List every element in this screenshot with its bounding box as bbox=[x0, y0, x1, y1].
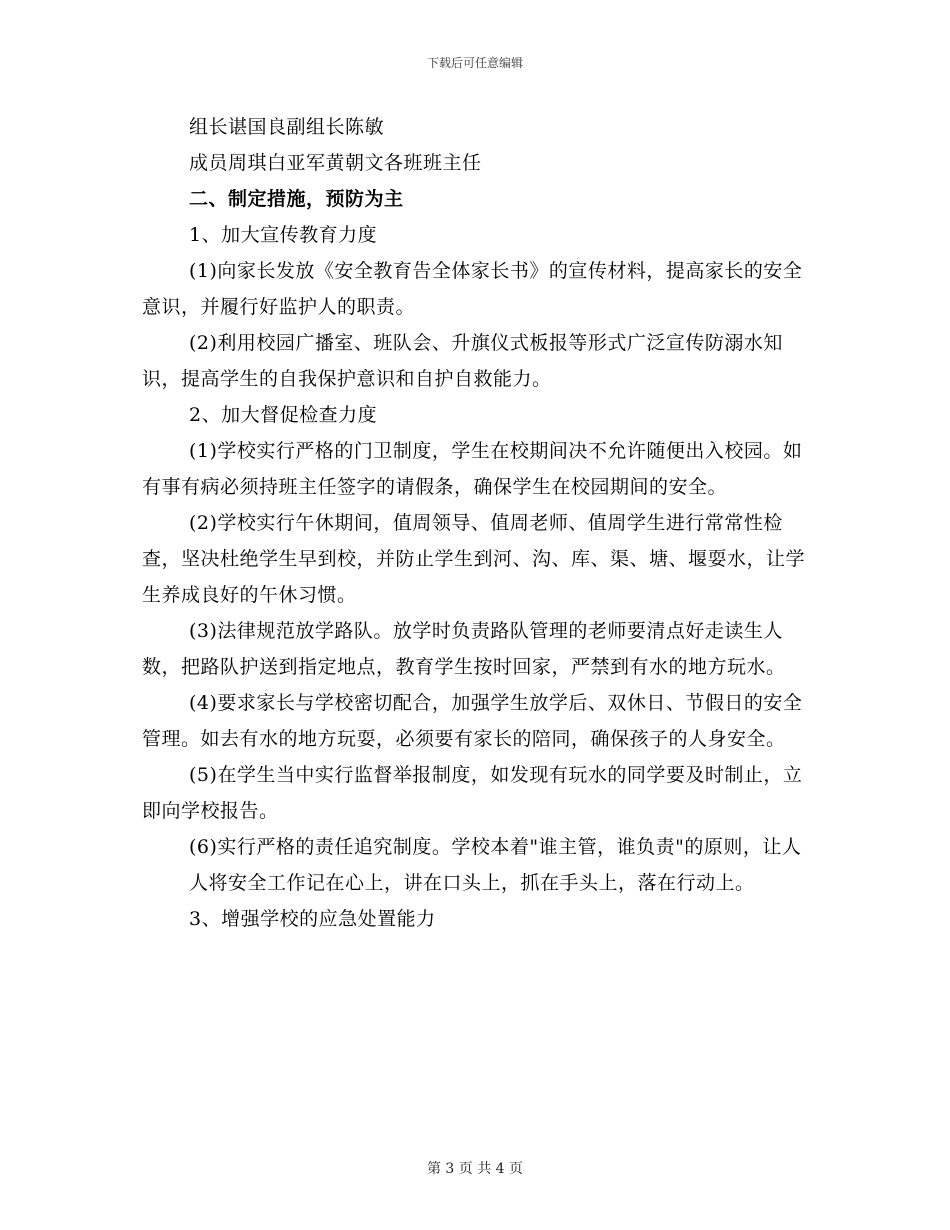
paragraph-publicity-1: (1)向家长发放《安全教育告全体家长书》的宣传材料，提高家长的安全意识，并履行好监护人的职责。 bbox=[142, 260, 803, 318]
subheading-inspection: 2、加大督促检查力度 bbox=[189, 404, 378, 426]
paragraph-inspection-3: (3)法律规范放学路队。放学时负责路队管理的老师要清点好走读生人数，把路队护送到指定地点，教育学生按时回家，严禁到有水的地方玩水。 bbox=[142, 620, 786, 678]
subheading-emergency: 3、增强学校的应急处置能力 bbox=[189, 908, 436, 930]
paragraph-publicity-2: (2)利用校园广播室、班队会、升旗仪式板报等形式广泛宣传防溺水知识，提高学生的自我保护意识和自护自救能力。 bbox=[142, 332, 783, 390]
paragraph-inspection-1: (1)学校实行严格的门卫制度，学生在校期间决不允许随便出入校园。如有事有病必须持班主任签字的请假条，确保学生在校园期间的安全。 bbox=[142, 440, 803, 498]
paragraph-members: 成员周琪白亚军黄朝文各班班主任 bbox=[189, 152, 482, 174]
page-footer: 第 3 页 共 4 页 bbox=[426, 1161, 524, 1177]
subheading-publicity: 1、加大宣传教育力度 bbox=[189, 224, 378, 246]
document-body bbox=[142, 109, 810, 937]
paragraph-inspection-6: (6)实行严格的责任追究制度。学校本着"谁主管，谁负责"的原则，让人 bbox=[189, 836, 802, 858]
paragraph-inspection-6-continued: 人将安全工作记在心上，讲在口头上，抓在手头上，落在行动上。 bbox=[189, 872, 755, 894]
section-heading-measures: 二、制定措施，预防为主 bbox=[189, 188, 404, 210]
paragraph-leaders: 组长谌国良副组长陈敏 bbox=[189, 116, 385, 138]
paragraph-inspection-2: (2)学校实行午休期间，值周领导、值周老师、值周学生进行常常性检查，坚决杜绝学生早到校，并防止学生到河、沟、库、渠、塘、堰耍水，让学生养成良好的午休习惯。 bbox=[142, 512, 806, 606]
paragraph-inspection-4: (4)要求家长与学校密切配合，加强学生放学后、双休日、节假日的安全管理。如去有水的地方玩耍，必须要有家长的陪同，确保孩子的人身安全。 bbox=[142, 692, 803, 750]
page-header: 下载后可任意编辑 bbox=[426, 56, 523, 70]
paragraph-inspection-5: (5)在学生当中实行监督举报制度，如发现有玩水的同学要及时制止，立即向学校报告。 bbox=[142, 764, 803, 822]
